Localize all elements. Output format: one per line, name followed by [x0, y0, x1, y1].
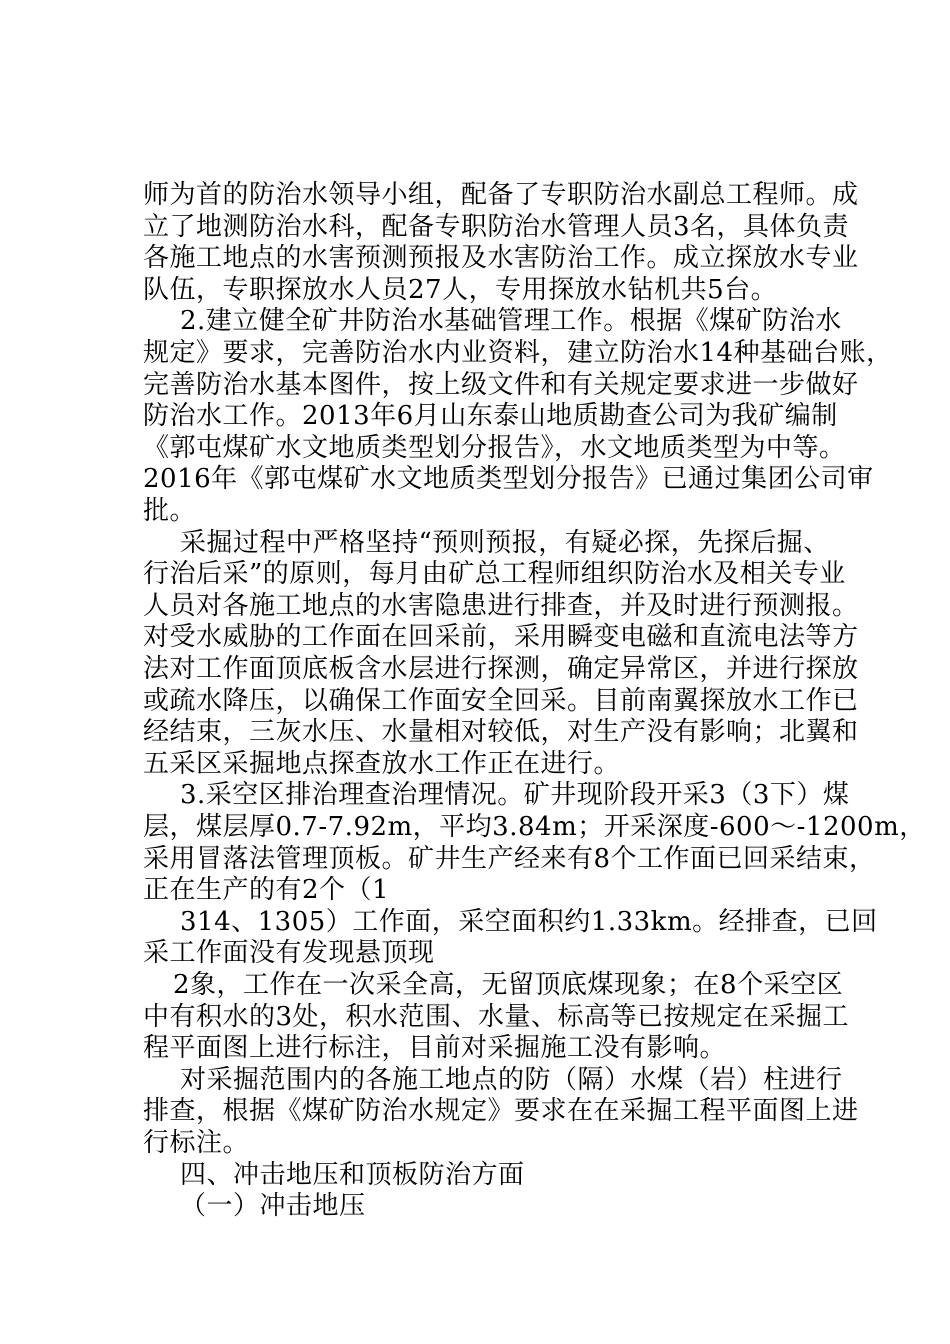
text-line: 中有积水的3处，积水范围、水量、标高等已按规定在采掘工	[143, 1002, 850, 1032]
text-line: 对采掘范围内的各施工地点的防（隔）水煤（岩）柱进行	[180, 1065, 843, 1095]
text-line: 正在生产的有2个（1	[143, 875, 390, 905]
text-line: 2.建立健全矿井防治水基础管理工作。根据《煤矿防治水	[180, 306, 842, 336]
text-line: 3.采空区排治理查治理情况。矿井现阶段开采3（3下）煤	[180, 780, 850, 810]
section-heading: 四、冲击地压和顶板防治方面	[180, 1160, 525, 1190]
text-line: 采工作面没有发现悬顶现	[143, 938, 435, 968]
text-line: 采用冒落法管理顶板。矿井生产经来有8个工作面已回采结束，	[143, 844, 876, 874]
text-line: 《郭屯煤矿水文地质类型划分报告》，水文地质类型为中等。	[143, 433, 846, 463]
text-line: 人员对各施工地点的水害隐患进行排查，并及时进行预测报。	[143, 591, 859, 621]
text-line: 采掘过程中严格坚持“预则预报，有疑必探，先探后掘、	[180, 528, 830, 558]
text-line: 行标注。	[143, 1128, 250, 1158]
text-line: 立了地测防治水科，配备专职防治水管理人员3名，具体负责	[143, 212, 850, 242]
text-line: 法对工作面顶底板含水层进行探测，确定异常区，并进行探放	[143, 654, 859, 684]
text-line: 排查，根据《煤矿防治水规定》要求在在采掘工程平面图上进	[143, 1096, 859, 1126]
text-line: 五采区采掘地点探查放水工作正在进行。	[143, 749, 621, 779]
subsection-heading: （一）冲击地压	[180, 1191, 366, 1221]
text-line: 规定》要求，完善防治水内业资料，建立防治水14种基础台账，	[143, 338, 893, 368]
text-line: 行治后采”的原则，每月由矿总工程师组织防治水及相关专业	[143, 559, 846, 589]
text-line: 师为首的防治水领导小组，配备了专职防治水副总工程师。成	[143, 180, 859, 210]
text-line: 314、1305）工作面，采空面积约1.33km。经排查，已回	[180, 907, 878, 937]
text-line: 经结束，三灰水压、水量相对较低，对生产没有影响；北翼和	[143, 717, 859, 747]
text-line: 完善防治水基本图件，按上级文件和有关规定要求进一步做好	[143, 370, 859, 400]
text-line: 层，煤层厚0.7-7.92m，平均3.84m；开采深度-600～-1200m，	[143, 812, 926, 842]
text-line: 或疏水降压，以确保工作面安全回采。目前南翼探放水工作已	[143, 686, 859, 716]
text-line: 批。	[143, 496, 197, 526]
text-line: 对受水威胁的工作面在回采前，采用瞬变电磁和直流电法等方	[143, 622, 859, 652]
text-line: 各施工地点的水害预测预报及水害防治工作。成立探放水专业	[143, 243, 859, 273]
text-line: 防治水工作。2013年6月山东泰山地质勘查公司为我矿编制	[143, 401, 838, 431]
text-line: 2象，工作在一次采全高，无留顶底煤现象；在8个采空区	[173, 970, 844, 1000]
text-line: 2016年《郭屯煤矿水文地质类型划分报告》已通过集团公司审	[143, 464, 874, 494]
text-line: 程平面图上进行标注，目前对采掘施工没有影响。	[143, 1033, 727, 1063]
text-line: 队伍，专职探放水人员27人，专用探放水钻机共5台。	[143, 275, 778, 305]
